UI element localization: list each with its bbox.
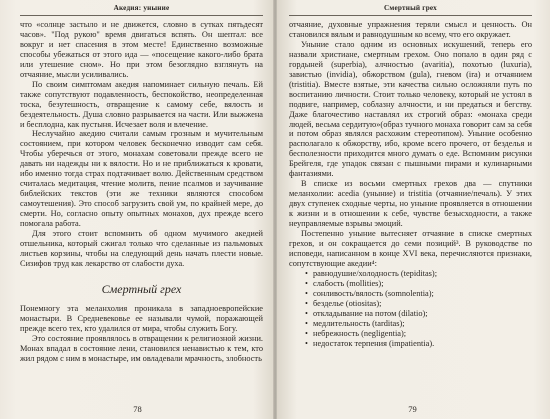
list-item: • недостаток терпения (impatientia).	[305, 339, 532, 349]
right-page	[275, 0, 550, 419]
right-page-number: 79	[408, 404, 417, 414]
book-gutter	[273, 0, 277, 419]
right-running-head: Смертный грех	[289, 4, 532, 16]
right-paragraph-4: Постепенно уныние вытесняет отчаяние в списке смертных грехов, и он сокращается до семи позиций³. В руководстве по исповеди, написанном в конце XVI века, перечисляются признаки, сопутствующие акедии⁴:	[289, 229, 532, 268]
list-item: • сонливость/вялость (somnolentia);	[305, 289, 532, 299]
left-paragraph-2: По своим симптомам акедия напоминает сильную печаль. Ей также сопутствуют подавленность, беспокойство, неопределенная тоска, безутешность, отвращение к самому себе, вялость и бездеятельность. Душа словно разрывается на части. Или выжжена и бесплодна, как пустыня. Исчезает воля и влечение.	[20, 79, 263, 129]
left-paragraph-4: Для этого стоит вспомнить об одном мучимого акедией отшельника, который сжигал только что сделанные из пальмовых листьев корзины, чтобы на следующий день начать плести новые. Сизифов труд как лекарство от слабости духа.	[20, 229, 263, 268]
left-paragraph-6: Это состояние проявлялось в отвращении к религиозной жизни. Монах впадал в состояние лени, становился ненавистью к тем, кто жил рядом с ним в монастыре, им овладевали мрачность, злобность	[20, 333, 263, 363]
symptom-list	[289, 269, 532, 349]
left-running-head: Акедия: уныние	[20, 4, 263, 16]
list-item: • безделье (otiositas);	[305, 299, 532, 309]
left-paragraph-1: что «солнце застыло и не движется, словно в сутках пятьдесят часов». "Под рукою" время двигаться вспять. Он шептал: все вокруг и нет спасения в этом месте! Единственно возможные способы убежаться от этого ида — «посещение какого-либо брата или утешение сном». Но при этом безоглядно взглянуть на отчаяние, мысли усиливались.	[20, 20, 263, 79]
right-page-body	[289, 20, 532, 348]
list-item: • равнодушие/холодность (tepiditas);	[305, 269, 532, 279]
right-paragraph-3: В списке из восьми смертных грехов два — спутники меланхолии: acedia (уныние) и tristitia (отчаяние/печаль). У этих двух ступенек сходные черты, но уныние проявляется в отношении к жизни и в отношении к себе, чувстве безысходности, а также неуправляемые взрывы эмоций.	[289, 179, 532, 229]
left-page-body	[20, 20, 263, 364]
left-paragraph-5: Понемногу эта меланхолия проникала в западноевропейские монастыри. В Средневековье ее называли чумой, поражающей прежде всего тех, кто удалился от мира, чтобы служить Богу.	[20, 303, 263, 333]
left-paragraph-3: Неслучайно акедию считали самым грозным и мучительным состоянием, при котором человек бесконечно изводит сам себя. Чтобы уберечься от этого, монахам советовали прежде всего не давать ни надежды ни к вялости. Но и не приближаться к кровати, ибо именно тогда страх подтачивает волю. Действенным средством считалась медитация, чтение молитв, пение псалмов и заучивание библейских текстов (эти же техники являются способом самоутешения). Это способ загрузить свой ум, по крайней мере, до смерти. Но, согласно опыту опытных монахов, дух прежде всего помогала работа.	[20, 129, 263, 229]
right-paragraph-2: Уныние стало одним из основных искушений, теперь его назвали христиане, смертным грехом. Оно попало в один ряд с гордыней (superbia), алчностью (avaritia), похотью (luxuria), завистью (invidia), обжорством (gula), гневом (ira) и отчаянием (tristitia). Вместе взятые, эти качества сильно осложняли путь по воспитанию личности. Стоит только человеку, который не устоял в подвиге, например, соблазну алчности, и ни предаться и бегству. Даже благочестиво наставлял их строгий образ: «монаха среди людей, весьма сердитую»(образ тучного монаха говорит сам за себя и потом образ являлся расхожим стереотипом). Уныние особенно располагало к обжорству, ибо, кроме всего прочего, от безделья и бесполезности приходится много думать о еде. Вспомним рисунки Брейгеля, где упадок связан с пышными пирами и кулинарными фантазиями.	[289, 39, 532, 179]
section-title: Смертный грех	[101, 281, 182, 296]
left-page-number: 78	[133, 404, 142, 414]
right-paragraph-1: отчаяние, духовные упражнения теряли смысл и ценность. Он становился вялым и равнодушным ко всему, что его окружает.	[289, 20, 532, 39]
list-item: • откладывание на потом (dilatio);	[305, 309, 532, 319]
list-item: • небрежность (negligentia);	[305, 329, 532, 339]
list-item: • слабость (mollities);	[305, 279, 532, 289]
list-item: • медлительность (tarditas);	[305, 319, 532, 329]
